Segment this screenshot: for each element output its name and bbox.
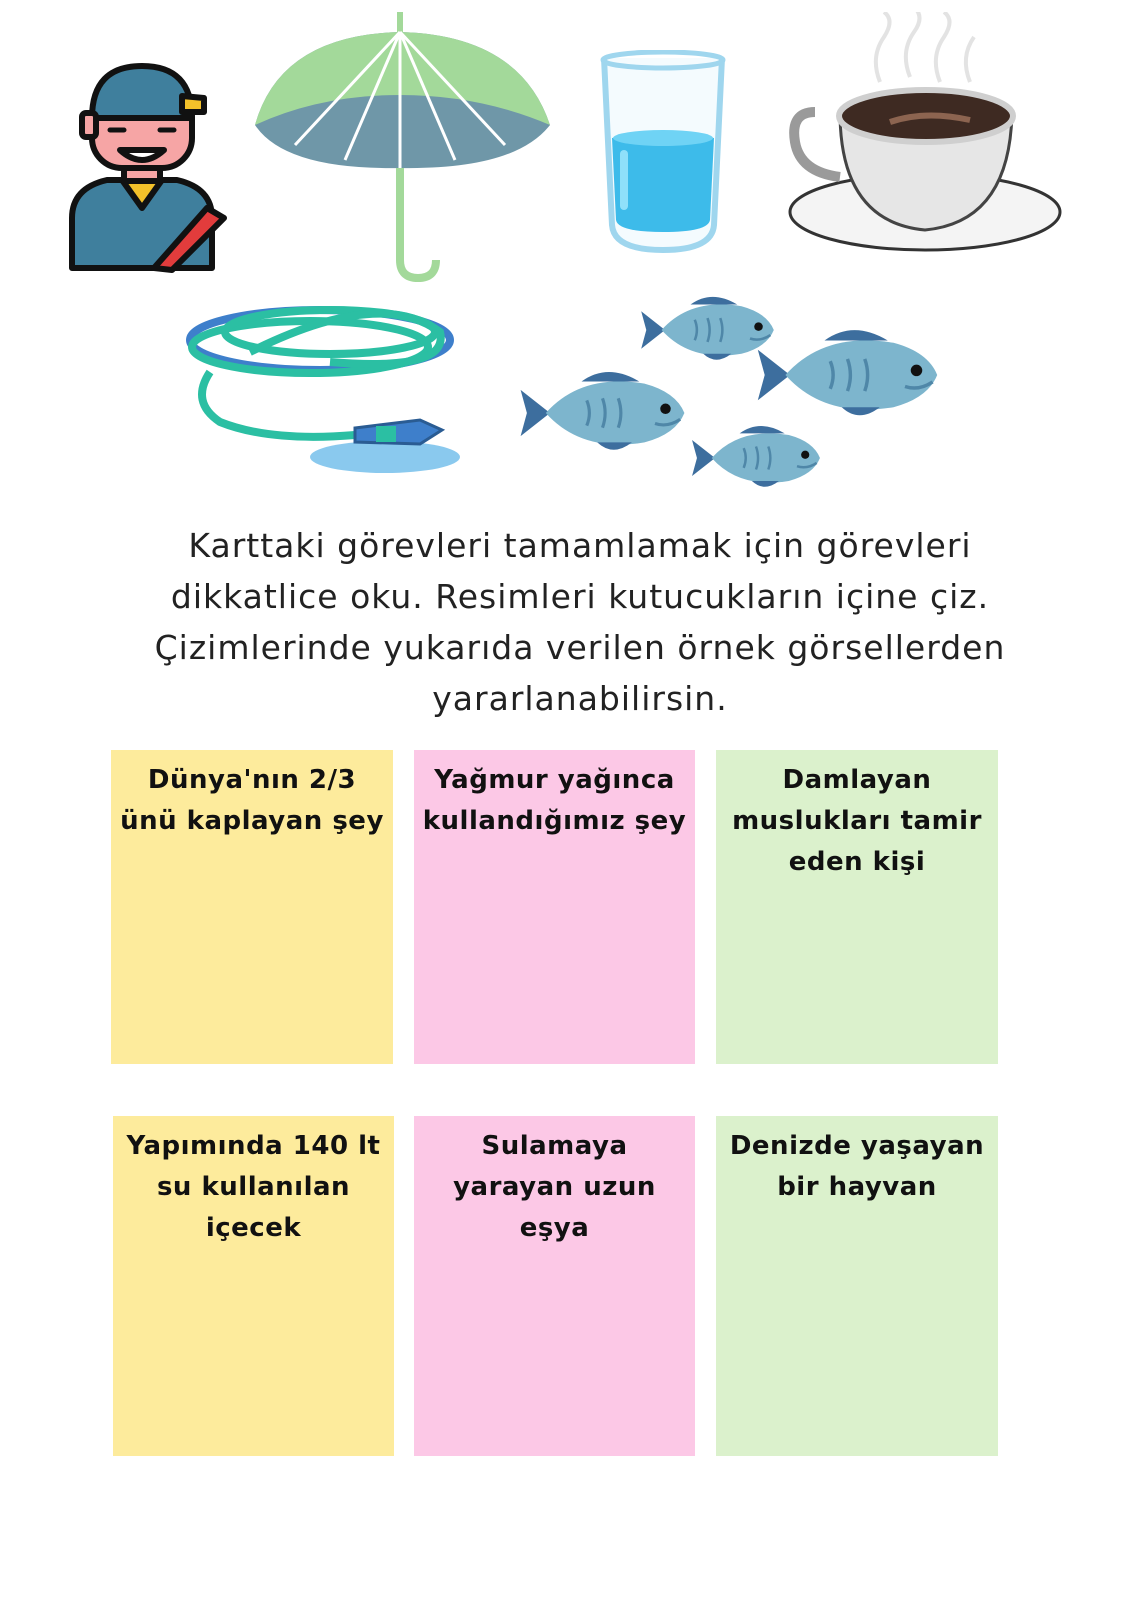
card-text: Sulamaya yarayan uzun eşya xyxy=(453,1131,656,1243)
instructions: Karttaki görevleri tamamlamak için görevleri dikkatlice oku. Resimleri kutucukların içine çiz. Çizimlerinde yukarıda verilen örnek görsellerden yararlanabilirsin. xyxy=(154,526,1006,718)
coffee-cup-icon xyxy=(780,12,1065,262)
water-glass-icon xyxy=(588,50,738,260)
card-hose[interactable] xyxy=(414,1116,695,1456)
fish-icon xyxy=(510,290,970,500)
garden-hose-icon xyxy=(180,292,470,482)
umbrella-icon xyxy=(250,10,555,285)
card-water[interactable] xyxy=(111,750,393,1064)
plumber-icon xyxy=(62,58,232,276)
card-text: Dünya'nın 2/3 ünü kaplayan şey xyxy=(120,765,384,836)
card-text: Yapımında 140 lt su kullanılan içecek xyxy=(126,1131,381,1243)
card-text: Damlayan muslukları tamir eden kişi xyxy=(732,765,982,877)
card-fish[interactable] xyxy=(716,1116,998,1456)
card-plumber[interactable] xyxy=(716,750,998,1064)
card-umbrella[interactable] xyxy=(414,750,695,1064)
card-text: Denizde yaşayan bir hayvan xyxy=(729,1131,985,1202)
card-coffee[interactable] xyxy=(113,1116,394,1456)
card-text: Yağmur yağınca kullandığımız şey xyxy=(422,765,687,836)
